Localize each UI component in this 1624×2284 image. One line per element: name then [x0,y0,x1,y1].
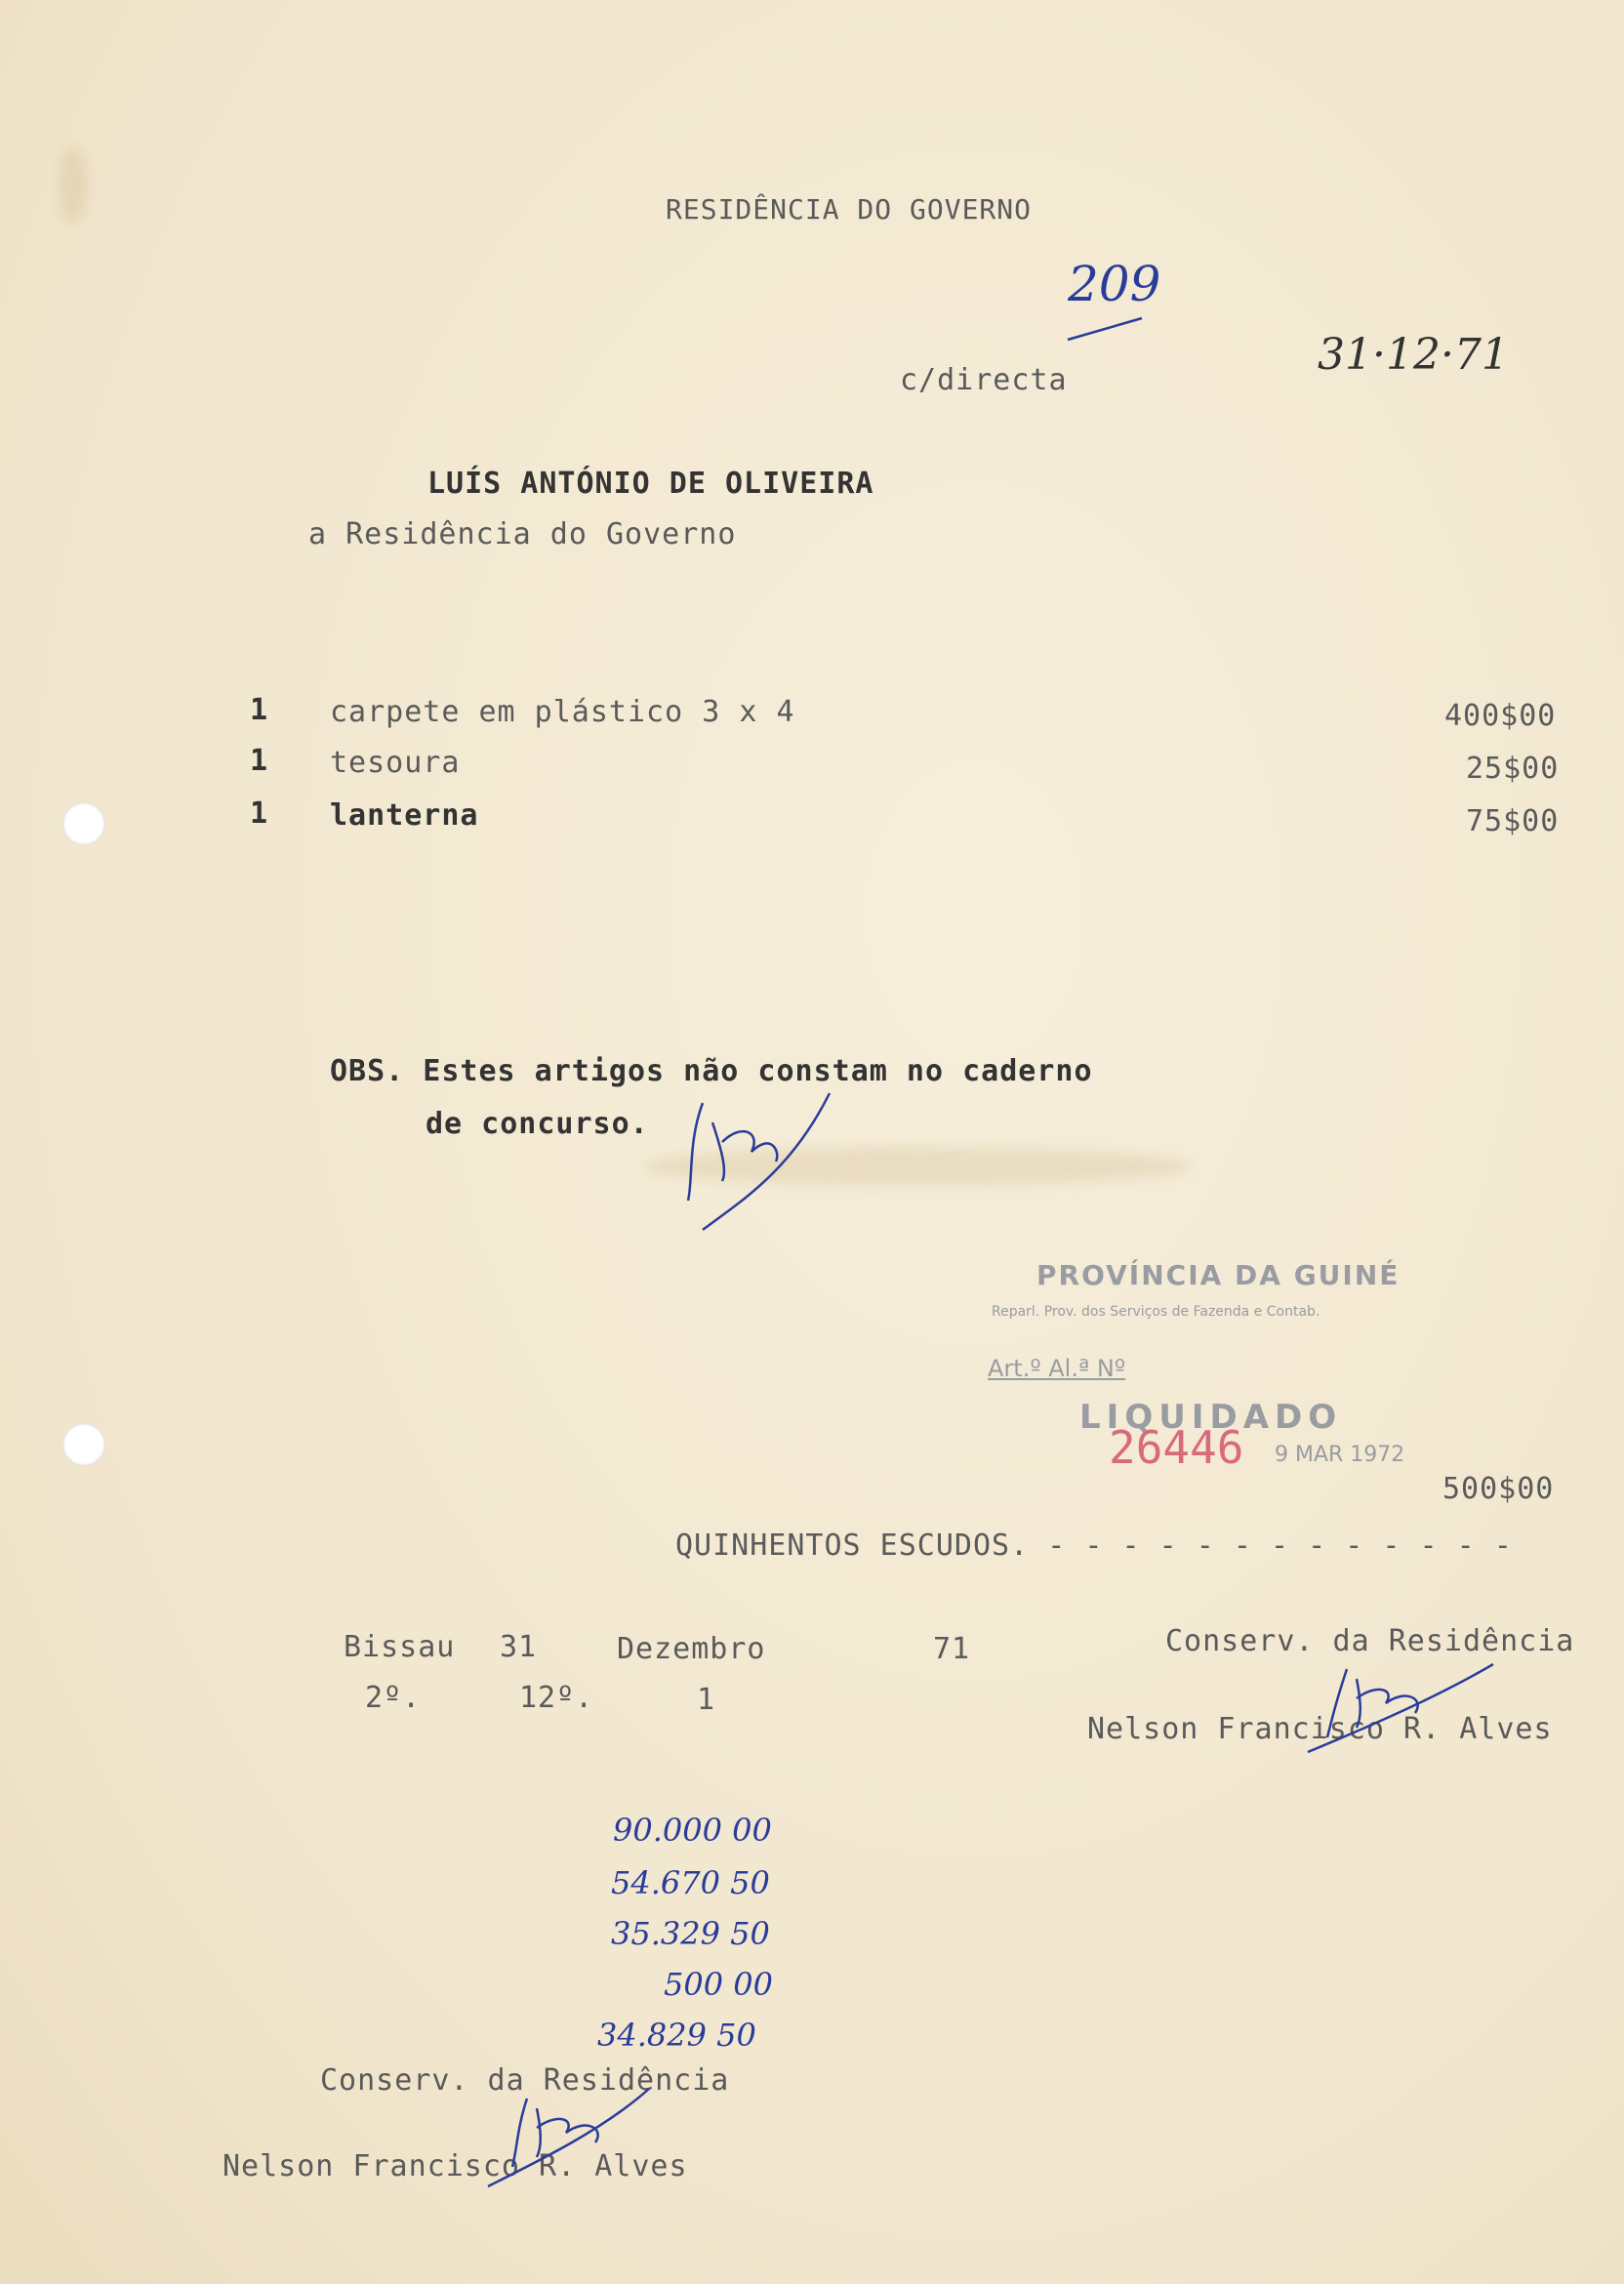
observation-line-1: OBS. Estes artigos não constam no caderno [330,1054,1093,1088]
code-1: 2º. [365,1681,422,1715]
calc-line: 54.670 50 [611,1864,770,1901]
total-amount: 500$00 [1442,1472,1555,1506]
date-place: Bissau [344,1630,456,1664]
paper-stain [59,146,88,224]
page-title: RESIDÊNCIA DO GOVERNO [666,193,1033,225]
item-qty: 1 [250,796,269,831]
stamp-province: PROVÍNCIA DA GUINÉ [1036,1259,1401,1291]
signature [1308,1659,1503,1757]
item-description: lanterna [330,798,479,833]
total-in-words: QUINHENTOS ESCUDOS. - - - - - - - - - - - - - [675,1529,1513,1563]
calc-line: 34.829 50 [597,2017,756,2054]
item-qty: 1 [250,744,269,778]
code-3: 1 [697,1683,716,1717]
supplier-name: LUÍS ANTÓNIO DE OLIVEIRA [427,467,874,501]
punch-hole-bottom [62,1423,105,1466]
calc-line: 500 00 [664,1966,773,2003]
calc-line: 35.329 50 [611,1915,770,1952]
stamp-status: LIQUIDADO [1079,1398,1343,1437]
stamp-article: Art.º Al.ª Nº [988,1355,1126,1382]
calc-line: 90.000 00 [613,1812,772,1849]
item-description: tesoura [330,746,461,780]
date-month: Dezembro [617,1632,766,1666]
recipient-line: a Residência do Governo [308,517,737,551]
stamp-date: 9 MAR 1972 [1275,1443,1405,1467]
item-price: 25$00 [1466,752,1560,786]
stamp-number: 26446 [1109,1421,1244,1474]
item-qty: 1 [250,693,269,727]
date-year: 71 [933,1632,971,1666]
item-price: 75$00 [1466,804,1560,838]
item-price: 400$00 [1444,699,1557,733]
date-day: 31 [500,1630,538,1664]
observation-line-2: de concurso. [426,1107,649,1141]
stamp-department: Reparl. Prov. dos Serviços de Fazenda e Contab. [992,1304,1320,1320]
bottom-signatory-role: Conserv. da Residência [320,2063,730,2098]
signature [488,2079,654,2186]
bottom-signatory-name: Nelson Francisco R. Alves [223,2149,688,2183]
signatory-name: Nelson Francisco R. Alves [1087,1712,1553,1746]
handwritten-date: 31·12·71 [1318,330,1509,380]
handwritten-underline [1066,314,1144,344]
code-2: 12º. [519,1681,594,1715]
handwritten-number: 209 [1068,256,1161,312]
signatory-role: Conserv. da Residência [1165,1624,1575,1658]
signature [683,1083,830,1230]
punch-hole-top [62,802,105,845]
mode-label: c/directa [900,363,1068,397]
item-description: carpete em plástico 3 x 4 [330,695,795,729]
